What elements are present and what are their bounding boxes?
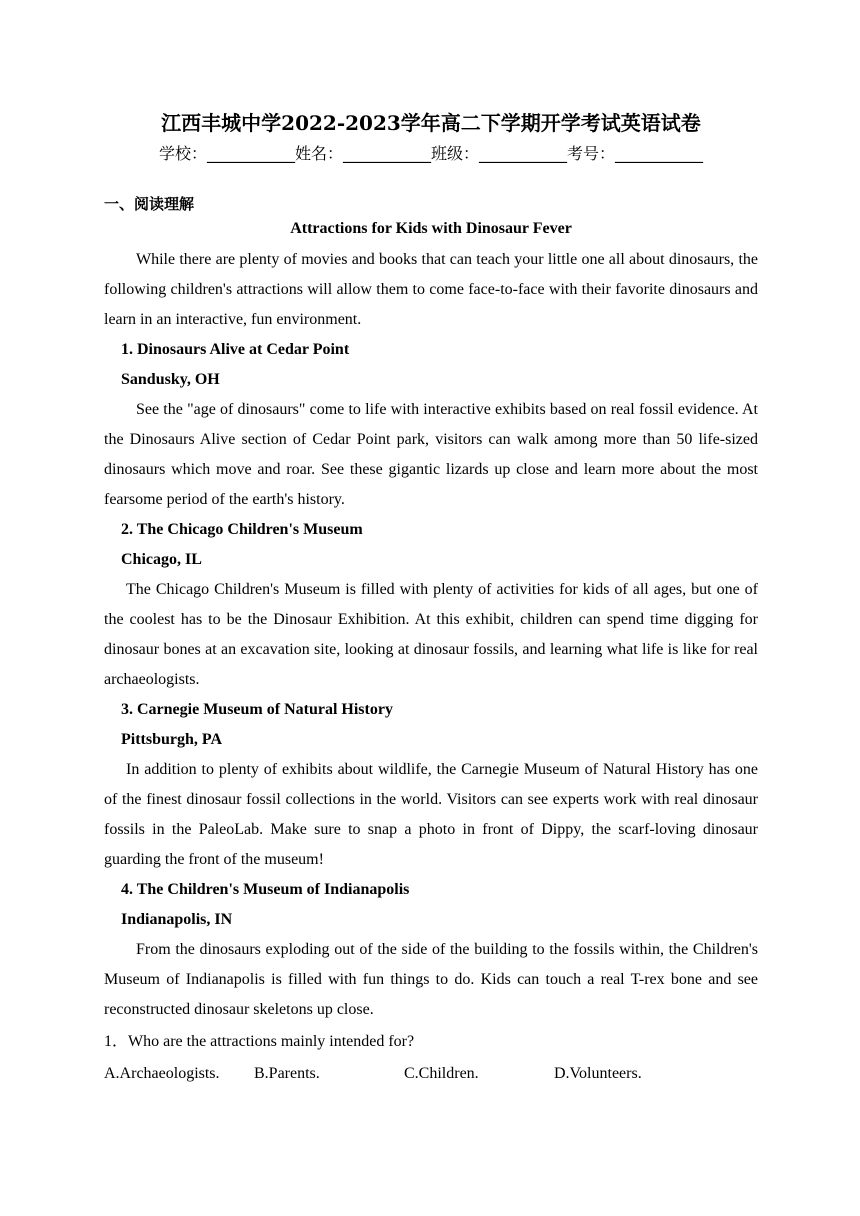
attraction-location: Pittsburgh, PA [121, 731, 223, 748]
passage-intro: While there are plenty of movies and books that can teach your little one all about dinosaurs, the following children's attractions will allow them to come face-to-face with their favorite dinosaurs and learn in an interactive, fun environment. [104, 251, 758, 328]
attraction-item [104, 515, 758, 695]
attraction-text: In addition to plenty of exhibits about wildlife, the Carnegie Museum of Natural History has one of the finest dinosaur fossil collections in the world. Visitors can see experts work with real dinosaur fossils in the PaleoLab. Make sure to snap a photo in front of Dippy, the scarf-loving dinosaur guarding the front of the museum! [104, 761, 758, 868]
attraction-location: Indianapolis, IN [121, 911, 233, 928]
attraction-heading: 1. Dinosaurs Alive at Cedar Point [121, 341, 350, 358]
option-d[interactable]: D.Volunteers. [554, 1065, 642, 1082]
attraction-item [104, 875, 758, 1025]
exam-title: 江西丰城中学2022-2023学年高二下学期开学考试英语试卷 [161, 111, 701, 135]
attraction-item [104, 695, 758, 875]
attraction-item [104, 335, 758, 515]
attraction-heading: 4. The Children's Museum of Indianapolis [121, 881, 410, 898]
attraction-location: Sandusky, OH [121, 371, 220, 388]
passage-title: Attractions for Kids with Dinosaur Fever [290, 220, 572, 237]
option-c[interactable]: C.Children. [404, 1065, 479, 1082]
attraction-heading: 3. Carnegie Museum of Natural History [121, 701, 393, 718]
attraction-text: From the dinosaurs exploding out of the side of the building to the fossils within, the Children's Museum of Indianapolis is filled with fun things to do. Kids can touch a real T-rex bone and see reconstructed dinosaur skeletons up close. [104, 941, 758, 1018]
exam-page [104, 108, 758, 1089]
attraction-text: See the "age of dinosaurs" come to life with interactive exhibits based on real fossil evidence. At the Dinosaurs Alive section of Cedar Point park, visitors can walk among more than 50 life-sized dinosaurs which move and roar. See these gigantic lizards up close and learn more about the most fearsome period of the earth's history. [104, 401, 758, 508]
option-a[interactable]: A.Archaeologists. [104, 1065, 220, 1082]
answer-options [104, 1059, 758, 1089]
section-heading: 一、阅读理解 [104, 195, 195, 213]
attraction-text: The Chicago Children's Museum is filled with plenty of activities for kids of all ages, but one of the coolest has to be the Dinosaur Exhibition. At this exhibit, children can spend time digging for dinosaur bones at an excavation site, looking at dinosaur fossils, and learning what life is like for real archaeologists. [104, 581, 758, 688]
attraction-heading: 2. The Chicago Children's Museum [121, 521, 363, 538]
student-info-line: 学校：___________姓名：___________班级：___________考号：___________ [158, 144, 703, 163]
question-stem: 1．Who are the attractions mainly intended for? [104, 1033, 415, 1050]
option-b[interactable]: B.Parents. [254, 1065, 320, 1082]
attraction-location: Chicago, IL [121, 551, 202, 568]
